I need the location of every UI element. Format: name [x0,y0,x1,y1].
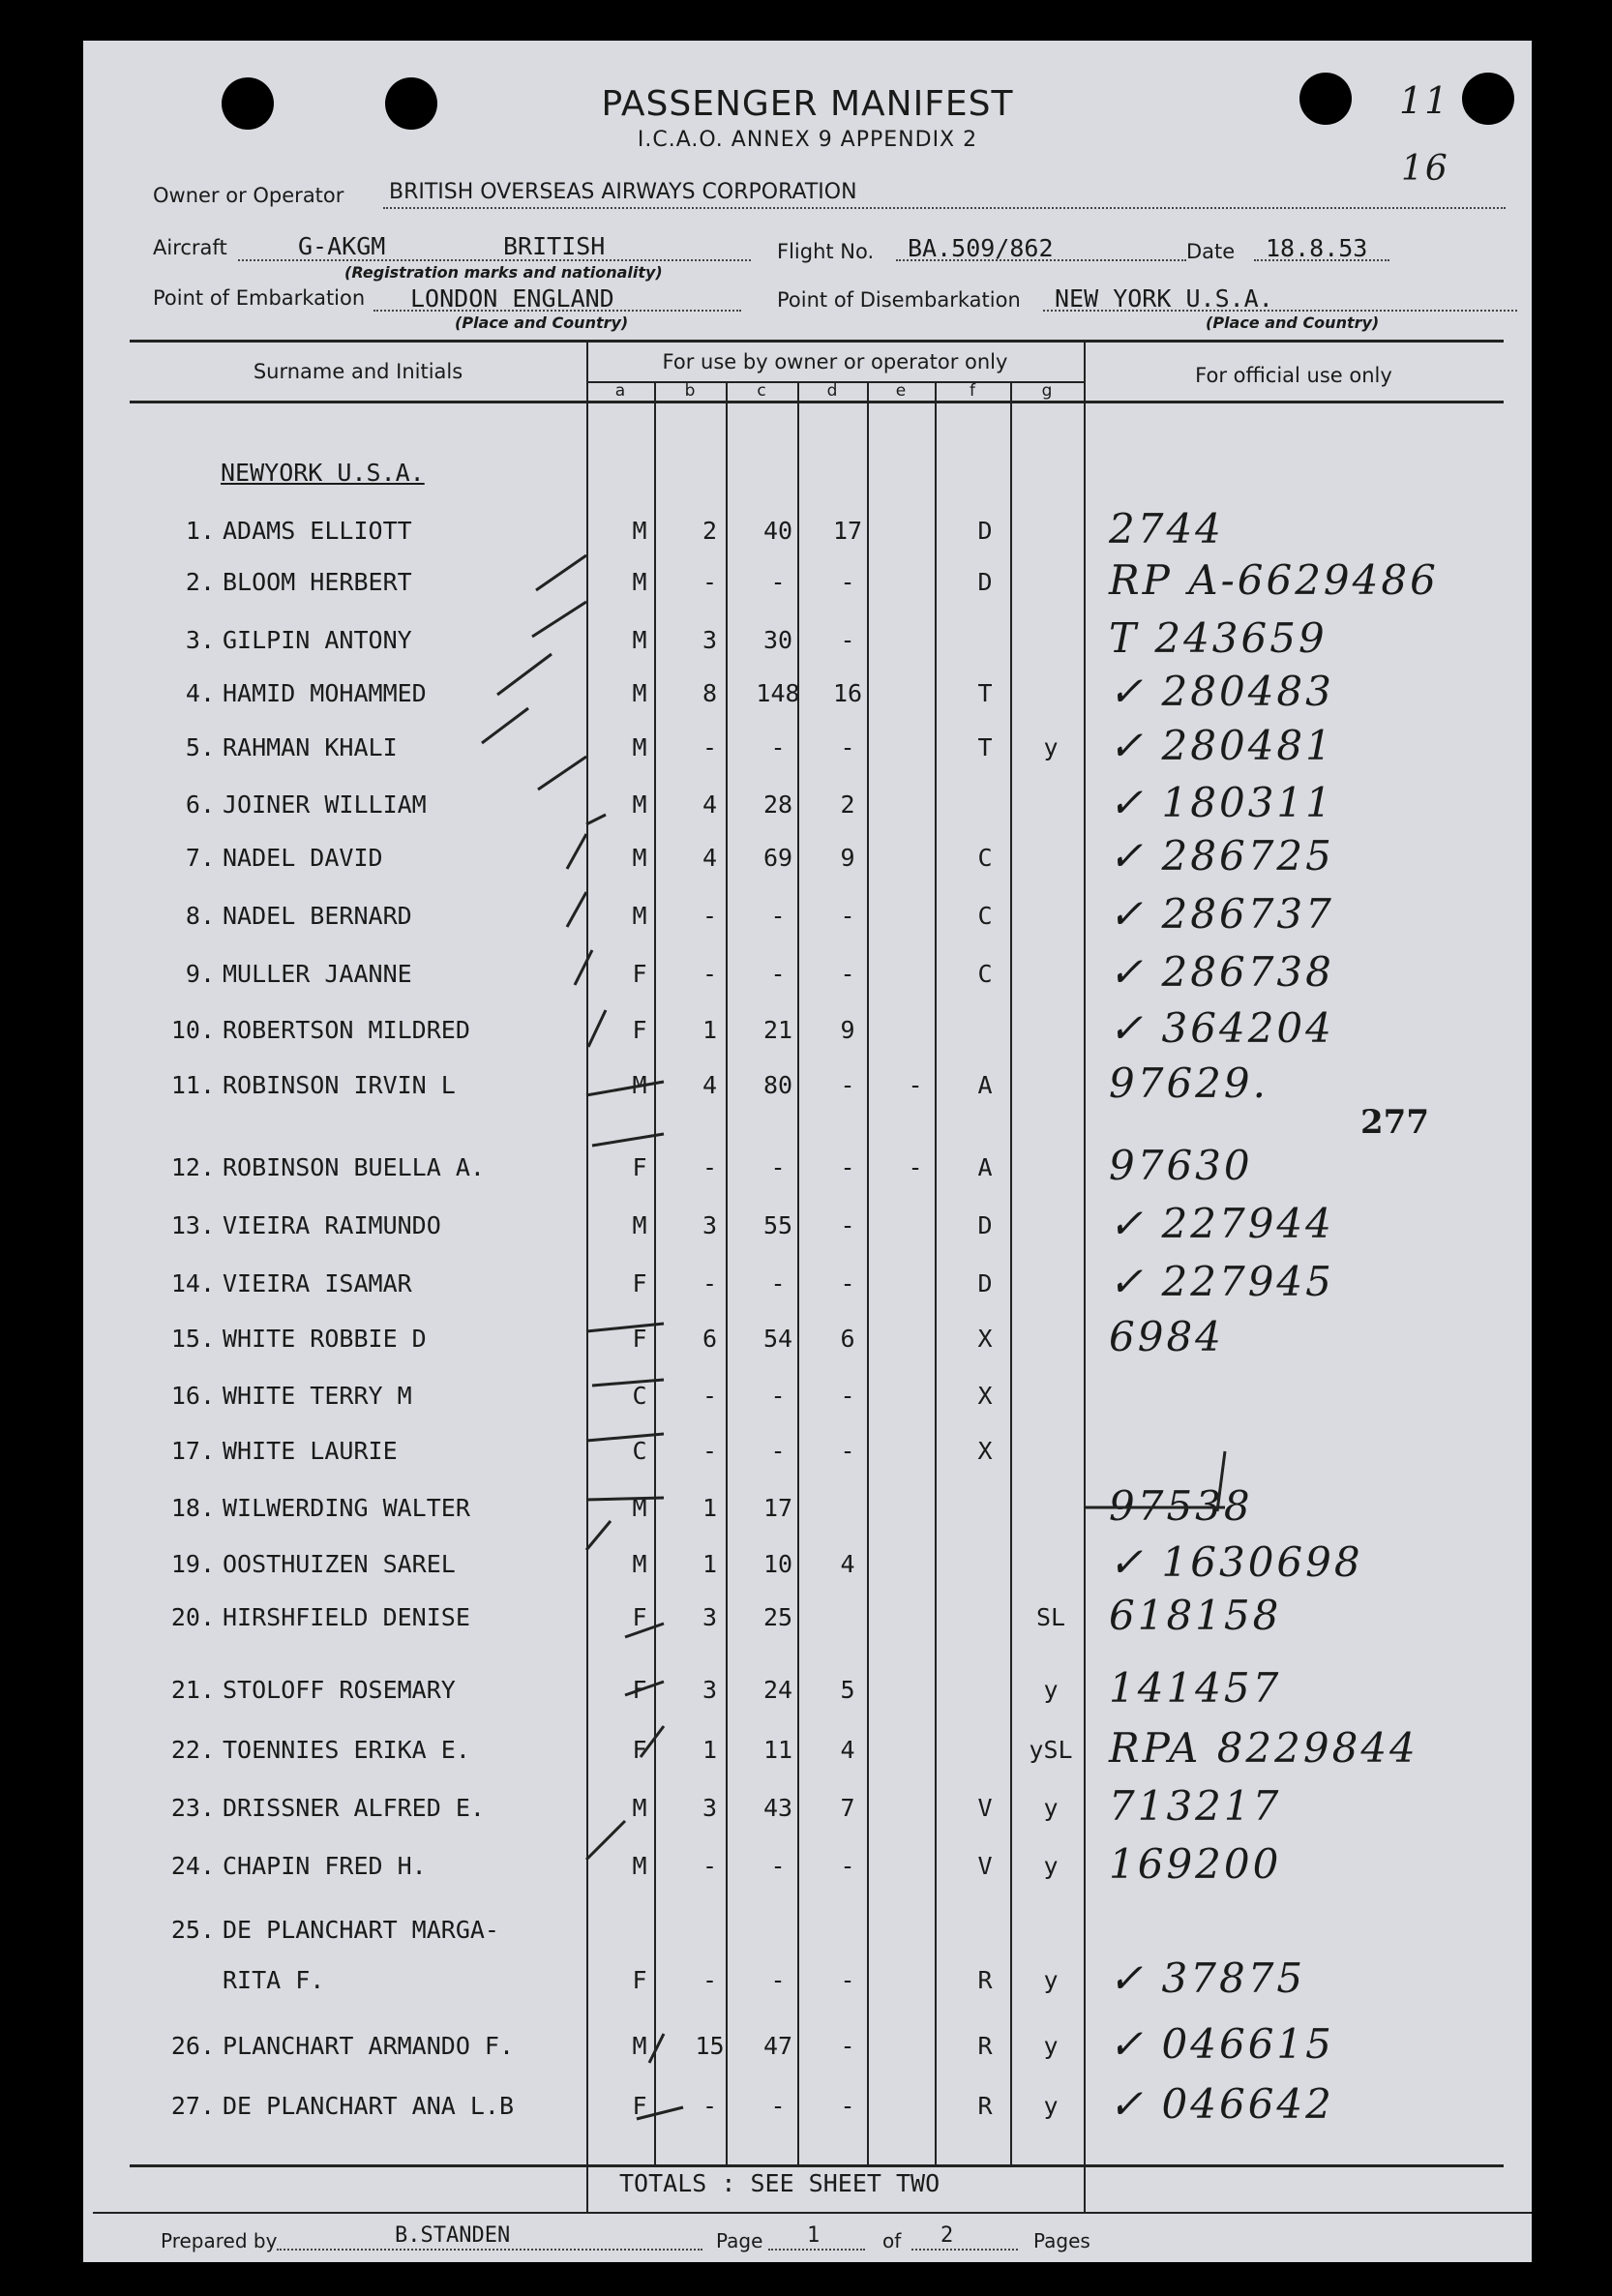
cell-num: 4. [185,679,215,707]
cell-name: NADEL DAVID [223,844,383,872]
cell-num: 17. [170,1437,215,1465]
cell-b: 6 [702,1325,718,1353]
cell-name: GILPIN ANTONY [223,626,412,654]
date-label: Date [1186,240,1236,263]
aircraft-nationality: BRITISH [503,232,606,260]
cell-official: 2744 [1109,505,1224,552]
cell-name: TOENNIES ERIKA E. [223,1736,470,1764]
date-value: 18.8.53 [1266,234,1368,262]
cell-name: VIEIRA RAIMUNDO [223,1211,441,1239]
cell-official: 141457 [1109,1664,1282,1712]
cell-c: 43 [762,1794,793,1822]
cell-f: R [977,2032,993,2060]
cell-d: - [840,2092,855,2120]
cell-name: JOINER WILLIAM [223,790,427,819]
cell-g: ySL [1029,1736,1073,1764]
disembarkation-label: Point of Disembarkation [777,288,1021,312]
cell-name: BLOOM HERBERT [223,568,412,596]
of-label: of [882,2229,902,2252]
cell-c: 10 [762,1550,793,1578]
cell-official: ✓ 280481 [1109,722,1334,769]
cell-g: SL [1035,1603,1066,1631]
cell-g: y [1043,2092,1059,2120]
cell-official: 713217 [1109,1782,1282,1830]
cell-num: 14. [170,1269,215,1297]
cell-f: D [977,517,993,545]
cell-f: T [977,733,993,761]
embarkation-note: (Place and Country) [455,313,629,332]
cell-official: T 243659 [1109,614,1328,662]
cell-c: 30 [762,626,793,654]
cell-name: NADEL BERNARD [223,902,412,930]
cell-num: 8. [185,902,215,930]
cell-a: F [632,2092,647,2120]
cell-d: 6 [840,1325,855,1353]
cell-a: M [632,844,647,872]
cell-name: WHITE TERRY M [223,1382,412,1410]
cell-official: ✓ 286738 [1109,948,1334,996]
cell-d: 7 [840,1794,855,1822]
cell-d: 17 [832,517,863,545]
cell-official: 169200 [1109,1840,1282,1888]
cell-name: DRISSNER ALFRED E. [223,1794,485,1822]
cell-num: 11. [170,1071,215,1099]
cell-a: M [632,902,647,930]
cell-b: - [702,902,718,930]
cell-c: - [770,568,786,596]
cell-d: 2 [840,790,855,819]
cell-a: C [632,1382,647,1410]
cell-g: y [1043,1794,1059,1822]
cell-official: ✓ 227944 [1109,1200,1334,1247]
cell-b: - [702,1437,718,1465]
cell-f: R [977,2092,993,2120]
cell-c: 148 [756,679,800,707]
cell-c: - [770,1437,786,1465]
cell-g: y [1043,733,1059,761]
cell-num: 27. [170,2092,215,2120]
cell-c: 55 [762,1211,793,1239]
cell-official: RPA 8229844 [1109,1724,1418,1772]
cell-d: 4 [840,1736,855,1764]
cell-d: - [840,1153,855,1181]
cell-a: M [632,790,647,819]
col-c: c [757,381,766,401]
cell-a: M [632,1494,647,1522]
cell-a: M [632,568,647,596]
flight-label: Flight No. [777,240,875,263]
cell-b: 4 [702,844,718,872]
cell-f: X [977,1382,993,1410]
cell-num: 20. [170,1603,215,1631]
cell-f: C [977,844,993,872]
cell-c: 11 [762,1736,793,1764]
cell-b: 15 [695,2032,725,2060]
cell-d: - [840,1071,855,1099]
disembarkation-value: NEW YORK U.S.A. [1055,284,1273,313]
cell-name: WILWERDING WALTER [223,1494,470,1522]
prepared-label: Prepared by [161,2229,278,2252]
cell-official: ✓ 180311 [1109,779,1334,826]
flight-value: BA.509/862 [908,234,1054,262]
cell-a: C [632,1437,647,1465]
cell-b: - [702,1382,718,1410]
cell-a: F [632,1269,647,1297]
cell-b: - [702,2092,718,2120]
cell-name: DE PLANCHART ANA L.B [223,2092,515,2120]
cell-d: - [840,733,855,761]
cell-c: - [770,960,786,988]
cell-b: 4 [702,1071,718,1099]
cell-c: 40 [762,517,793,545]
cell-c: 80 [762,1071,793,1099]
cell-c: - [770,1852,786,1880]
cell-c: 28 [762,790,793,819]
disembarkation-note: (Place and Country) [1206,313,1380,332]
page-title: PASSENGER MANIFEST [601,84,1014,124]
cell-c: - [770,1382,786,1410]
cell-a: M [632,517,647,545]
cell-f: A [977,1071,993,1099]
col-d: d [826,381,838,401]
cell-c: 25 [762,1603,793,1631]
aircraft-label: Aircraft [153,236,227,259]
cell-a: M [632,1071,647,1099]
cell-b: - [702,1966,718,1994]
cell-c: 24 [762,1676,793,1704]
col-b: b [684,381,696,401]
cell-num: 6. [185,790,215,819]
cell-num: 21. [170,1676,215,1704]
cell-name: PLANCHART ARMANDO F. [223,2032,515,2060]
aircraft-value: G-AKGM [298,232,386,260]
cell-b: 3 [702,626,718,654]
cell-name: ROBERTSON MILDRED [223,1016,470,1044]
cell-num: 22. [170,1736,215,1764]
cell-a: M [632,679,647,707]
cell-name: RAHMAN KHALI [223,733,398,761]
cell-official: 6984 [1109,1313,1224,1360]
cell-c: 69 [762,844,793,872]
page-subtitle: I.C.A.O. ANNEX 9 APPENDIX 2 [637,128,978,152]
cell-name: HAMID MOHAMMED [223,679,427,707]
cell-a: F [632,1676,647,1704]
cell-a: F [632,1016,647,1044]
cell-official: ✓ 364204 [1109,1004,1334,1052]
cell-num: 25. [170,1916,215,1944]
cell-official: 97630 [1109,1142,1253,1189]
cell-official: ✓ 286737 [1109,890,1334,938]
cell-a: M [632,1852,647,1880]
cell-a: M [632,1550,647,1578]
cell-b: 1 [702,1494,718,1522]
cell-d: 16 [832,679,863,707]
cell-f: C [977,960,993,988]
cell-f: C [977,902,993,930]
cell-a: M [632,626,647,654]
cell-num: 10. [170,1016,215,1044]
cell-f: R [977,1966,993,1994]
cell-official: ✓ 046615 [1109,2020,1334,2068]
cell-d: - [840,1437,855,1465]
cell-f: D [977,1211,993,1239]
cell-num: 18. [170,1494,215,1522]
cell-num: 3. [185,626,215,654]
cell-d: - [840,568,855,596]
cell-official: ✓ 280483 [1109,668,1334,715]
totals-note: TOTALS : SEE SHEET TWO [619,2169,940,2197]
page-label: Page [716,2229,763,2252]
cell-num: 13. [170,1211,215,1239]
cell-name: CHAPIN FRED H. [223,1852,427,1880]
tick-marks-overlay [83,41,1532,2262]
cell-c: 17 [762,1494,793,1522]
cell-name: RITA F. [223,1966,325,1994]
cell-num: 12. [170,1153,215,1181]
cell-f: X [977,1437,993,1465]
cell-e: - [908,1071,923,1099]
cell-d: - [840,2032,855,2060]
cell-a: F [632,1736,647,1764]
cell-official: 97629. [1109,1059,1269,1107]
cell-official: ✓ 286725 [1109,832,1334,880]
cell-d: 9 [840,844,855,872]
cell-c: - [770,1966,786,1994]
cell-e: - [908,1153,923,1181]
cell-a: M [632,2032,647,2060]
cell-official: ✓ 37875 [1109,1954,1306,2002]
cell-b: 3 [702,1603,718,1631]
aircraft-note: (Registration marks and nationality) [344,263,663,282]
col-f: f [970,381,975,401]
cell-a: M [632,1794,647,1822]
cell-official: RP A-6629486 [1109,556,1439,604]
owner-value: BRITISH OVERSEAS AIRWAYS CORPORATION [389,180,857,204]
cell-d: - [840,960,855,988]
cell-c: 21 [762,1016,793,1044]
col-e: e [895,381,907,401]
manifest-sheet [83,41,1532,2262]
cell-b: - [702,1852,718,1880]
cell-c: 54 [762,1325,793,1353]
cell-name: WHITE LAURIE [223,1437,398,1465]
cell-num: 26. [170,2032,215,2060]
cell-num: 16. [170,1382,215,1410]
col-header-surname: Surname and Initials [253,360,463,383]
cell-b: 3 [702,1211,718,1239]
cell-official: ✓ 046642 [1109,2080,1334,2128]
cell-d: - [840,1211,855,1239]
cell-b: - [702,733,718,761]
cell-a: F [632,1153,647,1181]
cell-d: - [840,1382,855,1410]
cell-f: A [977,1153,993,1181]
embarkation-label: Point of Embarkation [153,286,366,310]
cell-d: 9 [840,1016,855,1044]
cell-b: - [702,1269,718,1297]
cell-b: 4 [702,790,718,819]
cell-num: 23. [170,1794,215,1822]
cell-a: F [632,1966,647,1994]
cell-d: 4 [840,1550,855,1578]
cell-d: 5 [840,1676,855,1704]
cell-b: 2 [702,517,718,545]
cell-f: D [977,1269,993,1297]
corner-mark-second: 16 [1401,149,1449,189]
cell-official: 618158 [1109,1592,1282,1639]
cell-num: 19. [170,1550,215,1578]
cell-official: ✓ 1630698 [1109,1538,1363,1586]
col-a: a [614,381,626,401]
cell-name: HIRSHFIELD DENISE [223,1603,470,1631]
owner-label: Owner or Operator [153,184,344,207]
cell-c: 47 [762,2032,793,2060]
cell-name: WHITE ROBBIE D [223,1325,427,1353]
cell-b: 8 [702,679,718,707]
cell-a: F [632,960,647,988]
cell-d: - [840,626,855,654]
cell-a: F [632,1603,647,1631]
cell-b: - [702,1153,718,1181]
cell-b: 1 [702,1736,718,1764]
cell-name: DE PLANCHART MARGA- [223,1916,499,1944]
of-value: 2 [940,2223,954,2248]
cell-num: 24. [170,1852,215,1880]
cell-name: ROBINSON IRVIN L [223,1071,456,1099]
cell-d: - [840,1852,855,1880]
cell-a: M [632,1211,647,1239]
cell-f: V [977,1794,993,1822]
col-header-operator: For use by owner or operator only [662,350,1008,373]
cell-c: - [770,902,786,930]
cell-c: - [770,2092,786,2120]
cell-num: 7. [185,844,215,872]
cell-num: 15. [170,1325,215,1353]
cell-b: 3 [702,1676,718,1704]
cell-official: ✓ 227945 [1109,1258,1334,1305]
embarkation-value: LONDON ENGLAND [410,284,614,313]
cell-f: X [977,1325,993,1353]
cell-f: T [977,679,993,707]
cell-name: STOLOFF ROSEMARY [223,1676,456,1704]
cell-f: D [977,568,993,596]
cell-b: 3 [702,1794,718,1822]
cell-b: - [702,568,718,596]
corner-mark-top: 11 [1399,79,1450,122]
cell-a: F [632,1325,647,1353]
cell-name: ROBINSON BUELLA A. [223,1153,485,1181]
cell-f: V [977,1852,993,1880]
pages-label: Pages [1033,2229,1090,2252]
cell-c: - [770,1269,786,1297]
cell-name: OOSTHUIZEN SAREL [223,1550,456,1578]
cell-b: - [702,960,718,988]
cell-num: 2. [185,568,215,596]
section-heading: NEWYORK U.S.A. [221,459,425,487]
cell-b: 1 [702,1550,718,1578]
cell-g: y [1043,1852,1059,1880]
cell-g: y [1043,1966,1059,1994]
cell-official: 97538 [1109,1482,1253,1530]
cell-d: - [840,1966,855,1994]
cell-a: M [632,733,647,761]
cell-d: - [840,1269,855,1297]
cell-num: 9. [185,960,215,988]
cell-num: 1. [185,517,215,545]
prepared-value: B.STANDEN [395,2223,511,2248]
cell-name: VIEIRA ISAMAR [223,1269,412,1297]
cell-c: - [770,733,786,761]
cell-b: 1 [702,1016,718,1044]
cell-name: ADAMS ELLIOTT [223,517,412,545]
cell-d: - [840,902,855,930]
col-header-official: For official use only [1195,364,1392,387]
cell-name: MULLER JAANNE [223,960,412,988]
stamp-number: 277 [1360,1103,1429,1142]
cell-c: - [770,1153,786,1181]
page-value: 1 [807,2223,821,2248]
cell-num: 5. [185,733,215,761]
col-g: g [1041,381,1053,401]
cell-g: y [1043,2032,1059,2060]
cell-g: y [1043,1676,1059,1704]
